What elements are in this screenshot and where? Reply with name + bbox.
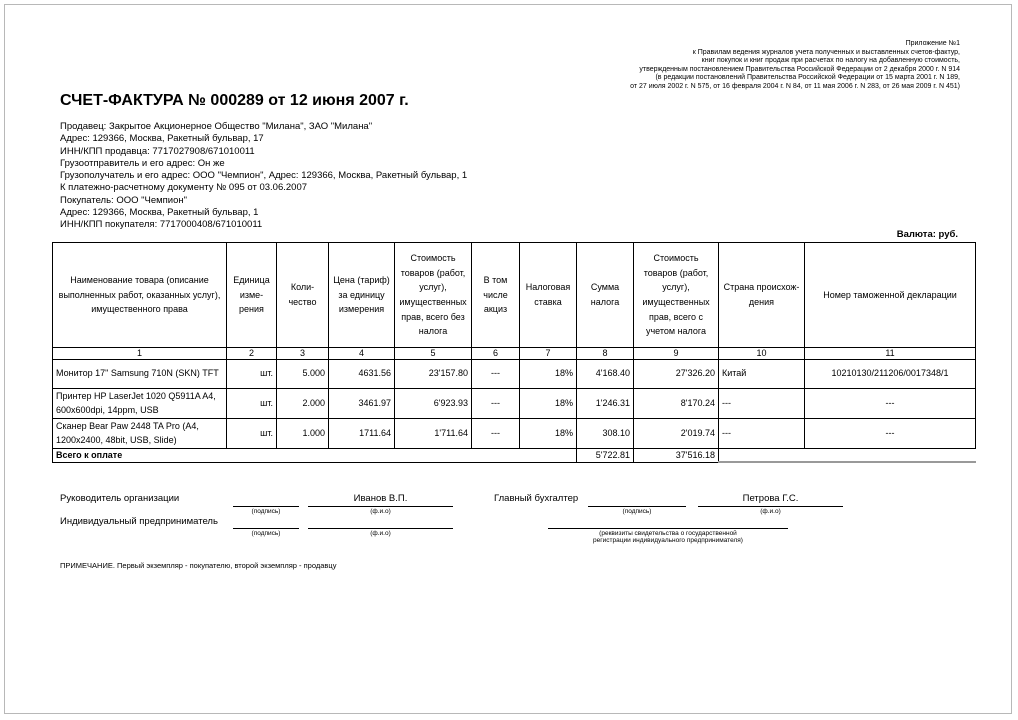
cell-country: Китай [719, 360, 805, 389]
accountant-fio-caption: (ф.и.о) [760, 508, 781, 515]
header-cell: В том числе акциз [472, 243, 520, 348]
header-cell: Номер таможенной декларации [805, 243, 976, 348]
cell-tax-amount: 1'246.31 [577, 389, 634, 419]
accountant-name-line [698, 506, 843, 507]
header-cell: Сумма налога [577, 243, 634, 348]
cell-cost-without-tax: 1'711.64 [395, 419, 472, 449]
column-number: 3 [277, 348, 329, 360]
total-sum: 37'516.18 [634, 449, 719, 463]
buyer-inn: ИНН/КПП покупателя: 7717000408/671010011 [60, 219, 263, 231]
header-cell: Единица изме- рения [227, 243, 277, 348]
payment-document: К платежно-расчетному документу № 095 от 03.06.2007 [60, 182, 308, 194]
column-number: 8 [577, 348, 634, 360]
head-label: Руководитель организации [60, 493, 180, 504]
head-fio-caption: (ф.и.о) [370, 508, 391, 515]
appendix-line: к Правилам ведения журналов учета полученных и выставленных счетов-фактур, [692, 48, 960, 56]
cell-excise: --- [472, 419, 520, 449]
entrepreneur-name-line [308, 528, 453, 529]
invoice-info [60, 121, 467, 232]
appendix-line: книг покупок и книг продаж при расчетах по налогу на добавленную стоимость, [701, 57, 960, 64]
header-row [53, 243, 976, 348]
cell-declaration: 10210130/211206/0017348/1 [805, 360, 976, 389]
column-number: 11 [805, 348, 976, 360]
head-signature-line [233, 506, 299, 507]
registration-caption-2: регистрации индивидуального предпринимателя) [593, 537, 743, 544]
cell-price: 3461.97 [329, 389, 395, 419]
accountant-signature-line [588, 506, 686, 507]
empty-cell [805, 449, 976, 463]
total-tax: 5'722.81 [577, 449, 634, 463]
head-name-line [308, 506, 453, 507]
table-row [53, 419, 976, 449]
cell-product-name: Принтер HP LaserJet 1020 Q5911A A4, 600x600dpi, 14ppm, USB [53, 389, 227, 419]
header-cell: Цена (тариф) за единицу измерения [329, 243, 395, 348]
cell-declaration: --- [805, 389, 976, 419]
cell-price: 4631.56 [329, 360, 395, 389]
cell-cost-without-tax: 6'923.93 [395, 389, 472, 419]
column-number: 1 [53, 348, 227, 360]
entrepreneur-fio-caption: (ф.и.о) [370, 530, 391, 537]
buyer-address: Адрес: 129366, Москва, Ракетный бульвар, 1 [60, 207, 259, 219]
column-number: 5 [395, 348, 472, 360]
entrepreneur-signature-line [233, 528, 299, 529]
column-number-row [53, 348, 976, 360]
accountant-name: Петрова Г.С. [742, 493, 799, 504]
cell-country: --- [719, 389, 805, 419]
cell-tax-rate: 18% [520, 419, 577, 449]
seller-inn: ИНН/КПП продавца: 7717027908/671010011 [60, 145, 255, 157]
appendix-note [540, 40, 960, 91]
accountant-label: Главный бухгалтер [494, 493, 579, 504]
appendix-line: от 27 июля 2002 г. N 575, от 16 февраля 2004 г. N 84, от 11 мая 2006 г. N 283, от 26 мая 2009 г. N 451) [630, 82, 960, 90]
shipper: Грузоотправитель и его адрес: Он же [60, 157, 225, 169]
cell-product-name: Сканер Bear Paw 2448 TA Pro (A4, 1200x2400, 48bit, USB, Slide) [53, 419, 227, 449]
accountant-signature-caption: (подпись) [622, 508, 652, 515]
total-label: Всего к оплате [53, 449, 577, 463]
cell-cost-with-tax: 27'326.20 [634, 360, 719, 389]
header-cell: Стоимость товаров (работ, услуг), имущественных прав, всего с учетом налога [634, 243, 719, 348]
currency-label: Валюта: руб. [896, 229, 958, 240]
cell-tax-amount: 4'168.40 [577, 360, 634, 389]
invoice-table [52, 242, 976, 463]
appendix-line: Приложение №1 [905, 40, 960, 47]
table-row [53, 360, 976, 389]
consignee: Грузополучатель и его адрес: ООО "Чемпион", Адрес: 129366, Москва, Ракетный бульвар, 1 [60, 170, 468, 182]
cell-cost-with-tax: 2'019.74 [634, 419, 719, 449]
registration-line [548, 528, 788, 529]
cell-tax-rate: 18% [520, 389, 577, 419]
cell-quantity: 2.000 [277, 389, 329, 419]
head-name: Иванов В.П. [353, 493, 408, 504]
cell-excise: --- [472, 389, 520, 419]
invoice-title: СЧЕТ-ФАКТУРА № 000289 от 12 июня 2007 г. [60, 92, 409, 109]
column-number: 9 [634, 348, 719, 360]
appendix-line: (в редакции постановлений Правительства Российской Федерации от 15 марта 2001 г. N 189, [655, 74, 960, 81]
cell-unit: шт. [227, 360, 277, 389]
seller-address: Адрес: 129366, Москва, Ракетный бульвар, 17 [60, 133, 264, 145]
header-cell: Наименование товара (описание выполненных работ, оказанных услуг), имущественного права [53, 243, 227, 348]
head-signature-caption: (подпись) [251, 508, 281, 515]
registration-caption-1: (реквизиты свидетельства о государственной [599, 530, 737, 537]
entrepreneur-signature-caption: (подпись) [251, 530, 281, 537]
seller: Продавец: Закрытое Акционерное Общество "Милана", ЗАО "Милана" [60, 121, 373, 132]
appendix-line: утвержденным постановлением Правительства Российской Федерации от 2 декабря 2000 г. N 914 [639, 65, 960, 73]
column-number: 2 [227, 348, 277, 360]
column-number: 7 [520, 348, 577, 360]
column-number: 10 [719, 348, 805, 360]
cell-price: 1711.64 [329, 419, 395, 449]
cell-tax-rate: 18% [520, 360, 577, 389]
cell-cost-with-tax: 8'170.24 [634, 389, 719, 419]
header-cell: Налоговая ставка [520, 243, 577, 348]
cell-unit: шт. [227, 389, 277, 419]
empty-cell [719, 449, 805, 463]
cell-tax-amount: 308.10 [577, 419, 634, 449]
buyer: Покупатель: ООО "Чемпион" [60, 194, 188, 206]
header-cell: Страна происхож- дения [719, 243, 805, 348]
table-row [53, 389, 976, 419]
entrepreneur-label: Индивидуальный предприниматель [60, 516, 218, 527]
column-number: 6 [472, 348, 520, 360]
cell-unit: шт. [227, 419, 277, 449]
cell-product-name: Монитор 17" Samsung 710N (SKN) TFT [53, 360, 227, 389]
cell-declaration: --- [805, 419, 976, 449]
header-cell: Стоимость товаров (работ, услуг), имущественных прав, всего без налога [395, 243, 472, 348]
cell-excise: --- [472, 360, 520, 389]
cell-country: --- [719, 419, 805, 449]
total-row [53, 449, 976, 463]
cell-quantity: 5.000 [277, 360, 329, 389]
cell-quantity: 1.000 [277, 419, 329, 449]
column-number: 4 [329, 348, 395, 360]
cell-cost-without-tax: 23'157.80 [395, 360, 472, 389]
header-cell: Коли- чество [277, 243, 329, 348]
footnote: ПРИМЕЧАНИЕ. Первый экземпляр - покупателю, второй экземпляр - продавцу [60, 561, 337, 570]
